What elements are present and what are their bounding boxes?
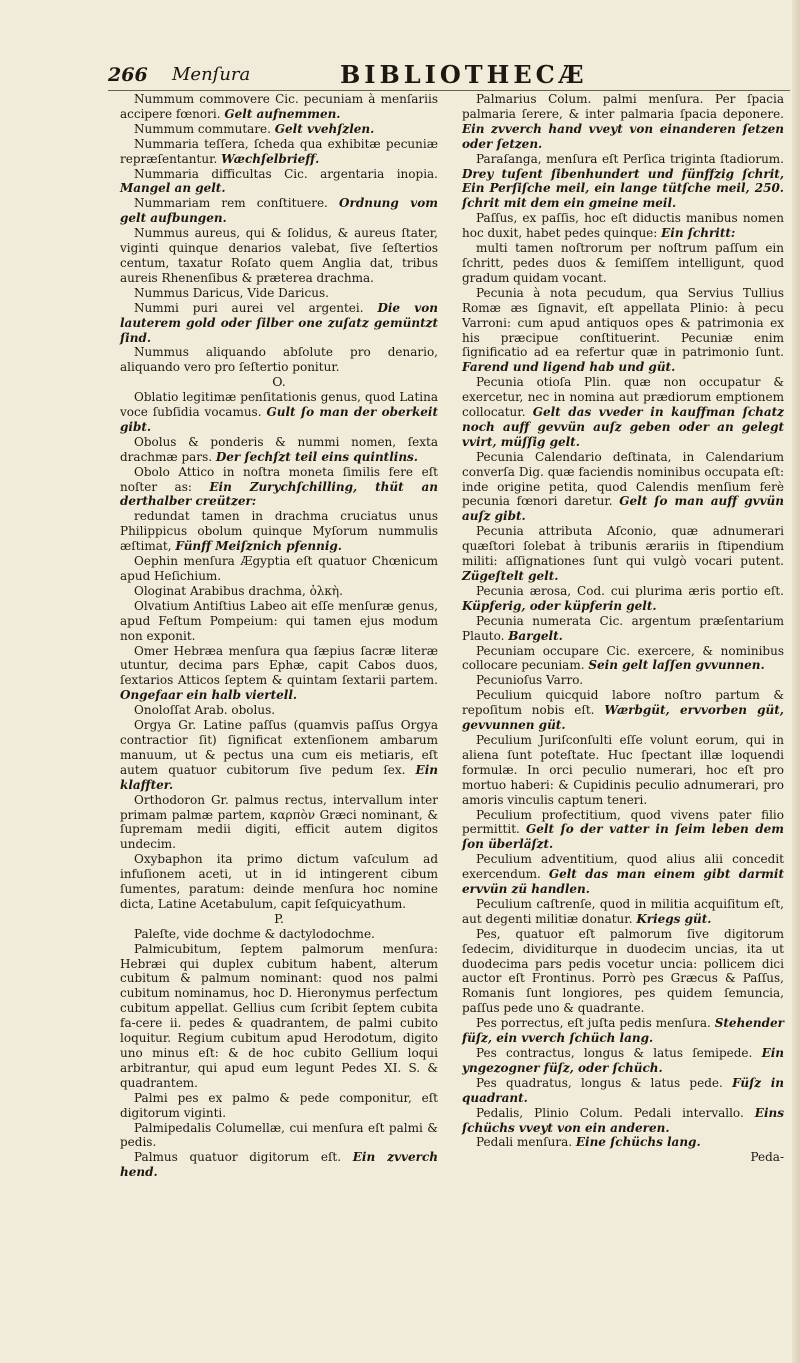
german-translation: Gelt aufnemmen. [224, 106, 341, 121]
dictionary-entry [120, 92, 438, 122]
dictionary-entry [120, 196, 438, 226]
dictionary-entry [462, 1106, 784, 1136]
german-translation: Mangel an gelt. [120, 181, 226, 196]
latin-text: Paleſte, vide dochme & dactylodochme. [134, 926, 375, 941]
dictionary-entry [120, 927, 438, 942]
dictionary-entry [462, 241, 784, 286]
page-edge [792, 0, 800, 1363]
latin-text: Orgya Gr. Latine paſſus (quamvis paſſus Orgya contractior ſit) ſignificat extenſionem ambarum manuum, ut & pectus una cum eis metiaris, eſt autem quatuor cubitorum ſive pedum ſex. [120, 718, 438, 777]
latin-text: Palmi pes ex palmo & pede componitur, eſt digitorum viginti. [120, 1090, 438, 1120]
page-number: 266 [108, 64, 148, 86]
catchword: Peda- [750, 1150, 784, 1165]
german-translation: Gelt das vveder in kauffman ſchatz noch auff gevvün auſz geben oder an gelegt vvirt, müſſig gelt. [462, 405, 784, 449]
dictionary-entry [120, 852, 438, 912]
latin-text: Pecunia numerata Cic. argentum præſentarium Plauto. [462, 613, 784, 643]
german-translation: Zügeſtelt gelt. [462, 569, 559, 583]
latin-text: Pedali menſura. [476, 1135, 573, 1150]
german-translation: Gelt ſo man auff gvvün auſz gibt. [462, 494, 784, 524]
latin-text: Nummum commovere Cic. pecuniam à menſariis accipere fœnori. [120, 92, 438, 121]
dictionary-entry [120, 644, 438, 704]
german-translation: Eins ſchüchs vveyt von ein anderen. [462, 1105, 784, 1135]
german-translation: Ein yngezogner füſz, oder ſchüch. [462, 1046, 784, 1075]
dictionary-entry [462, 211, 784, 241]
page-title: BIBLIOTHECÆ [340, 60, 588, 89]
dictionary-entry [462, 1016, 784, 1046]
german-translation: Gelt das man einem gibt darmit ervvün zü handlen. [462, 867, 784, 897]
latin-text: Pes contractus, longus & latus ſemipede. [476, 1046, 753, 1060]
latin-text: Peculium Juriſconſulti eſſe volunt eorum, qui in aliena ſunt poteſtate. Huc ſpectant illæ loquendi formulæ. In orci peculio numerari, hoc eſt pro mortuo haberi: & Cupidinis peculio adnumerari, pro amoris vinculis captum teneri. [462, 732, 784, 807]
latin-text: Palmarius Colum. palmi menſura. Per ſpacia palmaria ſerere, & inter palmaria ſpacia deponere. [462, 92, 784, 121]
german-translation: Küpferig, oder küpferin gelt. [462, 598, 657, 613]
dictionary-entry [120, 226, 438, 286]
latin-text: Onoloſſat Arab. obolus. [134, 703, 276, 718]
latin-text: Peculium profectitium, quod vivens pater filio permittit. [462, 807, 784, 837]
dictionary-entry [462, 92, 784, 152]
header-rule [108, 90, 790, 91]
latin-text: Nummi puri aurei vel argentei. [134, 300, 364, 315]
dictionary-entry [120, 1121, 438, 1151]
german-translation: Ordnung vom gelt aufbungen. [120, 196, 438, 226]
latin-text: Omer Hebræa menſura qua ſæpius ſacræ literæ utuntur, decima pars Ephæ, capit Cabos duos, ſextarios Atticos ſeptem & quintam ſextarii partem. [120, 643, 438, 688]
dictionary-entry [120, 122, 438, 137]
dictionary-entry [462, 688, 784, 733]
dictionary-entry [120, 942, 438, 1091]
dictionary-entry [120, 435, 438, 465]
german-translation: Ein klaffter. [120, 762, 438, 792]
german-translation: Wæchſelbrieff. [221, 151, 320, 166]
latin-text: Pes quadratus, longus & latus pede. [476, 1075, 723, 1090]
german-translation: Die von lauterem gold oder ſilber one zuſatz gemüntzt ſind. [120, 300, 438, 345]
latin-text: Orthodoron Gr. palmus rectus, intervallum inter primam palmæ partem, καρπὸν Græci nominant, & ſupremam medii digiti, efficit autem digitos undecim. [120, 792, 438, 852]
latin-text: Nummus aliquando abſolute pro denario, aliquando vero pro ſeſtertio ponitur. [120, 345, 438, 375]
left-column [120, 92, 438, 1180]
latin-text: Nummariam rem conſtituere. [134, 196, 328, 211]
dictionary-entry [462, 286, 784, 375]
dictionary-entry [462, 644, 784, 674]
german-translation: Ongefaar ein halb viertell. [120, 688, 298, 703]
dictionary-entry [462, 1135, 784, 1150]
dictionary-entry [120, 137, 438, 167]
latin-text: Pecunia attributa Aſconio, quæ adnumerari quæſtori ſolebat à tribunis ærariis in ſtipendium militi: aſſignationes ſunt qui vulgò vocari putent. [462, 524, 784, 569]
dictionary-entry [120, 167, 438, 197]
dictionary-entry [120, 703, 438, 718]
latin-text: Nummaria difficultas Cic. argentaria inopia. [134, 166, 438, 181]
latin-text: Oxybaphon ita primo dictum vaſculum ad infuſionem aceti, ut in id intingerent cibum ſumentes, paratum: deinde menſura hoc nomine dicta, Latine Acetabulum, capit ſeſquicyathum. [120, 852, 438, 911]
dictionary-entry [462, 673, 784, 688]
dictionary-entry [120, 465, 438, 510]
dictionary-entry [120, 345, 438, 375]
dictionary-entry [120, 1091, 438, 1121]
german-translation: Ein ſchritt: [661, 226, 736, 241]
latin-text: Pecunia à nota pecudum, qua Servius Tullius Romæ æs ſignavit, eſt appellata Plinio: à pecu Varroni: cum apud antiquos opes & patrimonia ex his præcipue conſtituerint. Pecuniæ enim ſignificatio ad ea refertur quæ in patrimonio ſunt. [462, 285, 784, 360]
german-translation: Eine ſchüchs lang. [575, 1135, 701, 1150]
dictionary-entry [120, 718, 438, 793]
dictionary-entry [462, 897, 784, 927]
dictionary-entry [462, 614, 784, 644]
dictionary-entry [120, 301, 438, 346]
latin-text: Oephin menſura Ægyptia eſt quatuor Chœnicum apud Heſichium. [120, 554, 438, 583]
german-translation: Drey tuſent ſibenhundert und fünffzig ſchrit, Ein Perſiſche meil, ein lange tütſche meil, 250. ſchrit mit dem ein gmeine meil. [462, 166, 784, 211]
dictionary-entry [462, 1046, 784, 1076]
latin-text: Obolus & ponderis & nummi nomen, ſexta drachmæ pars. [120, 434, 438, 464]
dictionary-entry [462, 927, 784, 1016]
german-translation: Fünff Meiſznich pfennig. [175, 539, 342, 554]
german-translation: Wærbgüt, ervvorben güt, gevvunnen güt. [462, 703, 784, 733]
right-column [462, 92, 784, 1165]
latin-text: Peculium adventitium, quod alius alii concedit exercendum. [462, 852, 784, 882]
german-translation: Farend und ligend hab und güt. [462, 360, 676, 375]
german-translation: Füſz in quadrant. [462, 1075, 784, 1105]
dictionary-entry [462, 808, 784, 853]
latin-text: Nummus Daricus, Vide Daricus. [134, 285, 329, 300]
latin-text: Pes, quatuor eſt palmorum ſive digitorum ſedecim, dividiturque in duodecim uncias, ita ut duodecima pars pedis vocetur uncia: pollicem dici auctor eſt Frontinus. Porrò pes Græcus & Paſſus, Romanis ſunt longiores, pes quidem ſemuncia, paſſus pede uno & quadrante. [462, 926, 784, 1016]
german-translation: Stehender füſz, ein vverch ſchüch lang. [462, 1016, 784, 1046]
german-translation: Kriegs güt. [636, 911, 712, 926]
latin-text: Peculium quicquid labore noſtro partum & repoſitum nobis eſt. [462, 688, 784, 718]
dictionary-entry [120, 584, 438, 599]
dictionary-entry [120, 390, 438, 435]
german-translation: Ein zvverch hand vveyt von einanderen ſetzen oder ſetzen. [462, 121, 784, 151]
latin-text: Nummus aureus, qui & ſolidus, & aureus ſtater, viginti quinque denarios valebat, ſive ſeſtertios centum, taxatur Roſato quem Anglia dat, tribus aureis Rhenenſibus & præterea drachma. [120, 226, 438, 285]
latin-text: Peculium caſtrenſe, quod in militia acquiſitum eſt, aut degenti militiæ donatur. [462, 896, 784, 926]
latin-text: Palmus quatuor digitorum eſt. [134, 1150, 342, 1165]
latin-text: Palmicubitum, ſeptem palmorum menſura: Hebræi qui duplex cubitum habent, alterum cubitum & palmum nominant: quod nos palmi cubitum nominamus, hoc D. Hieronymus perfectum cubitum appellat. Gellius cum ſcribit ſeptem cubita fa-cere ii. pedes & quadrantem, de palmi cubito loquitur. Regium cubitum apud Herodotum, digito uno minus eſt: & de hoc cubito Gellium loqui arbitrantur, qui apud eum legunt Pedes XI. S. & quadrantem. [120, 941, 438, 1090]
latin-text: Oblatio legitimæ penſitationis genus, quod Latina voce ſubſidia vocamus. [120, 390, 438, 420]
latin-text: Pecunioſus Varro. [476, 673, 584, 688]
running-head: Menſura [172, 64, 251, 85]
latin-text: redundat tamen in drachma cruciatus unus Philippicus obolum quinque Myſorum nummulis æſtimat, [120, 509, 438, 554]
dictionary-entry [462, 152, 784, 212]
latin-text: Pes porrectus, eſt juſta pedis menſura. [476, 1016, 711, 1031]
dictionary-entry [120, 554, 438, 584]
german-translation: Gelt ſo der vatter in ſeim leben dem ſon überläſzt. [462, 822, 784, 852]
latin-text: Pedalis, Plinio Colum. Pedali intervallo. [476, 1105, 744, 1120]
latin-text: Pecunia Calendario deſtinata, in Calendarium converſa Dig. quæ faciendis nominibus occupata eſt: inde origine petita, quod Calendis menſium ferè pecunia fœnori daretur. [462, 449, 784, 509]
german-translation: Ein Zurychſchilling, thüt an derthalber creützer: [120, 479, 438, 509]
latin-text: Paſſus, ex paſſis, hoc eſt diductis manibus nomen hoc duxit, habet pedes quinque: [462, 211, 784, 241]
dictionary-entry [120, 599, 438, 644]
latin-text: Nummaria teſſera, ſcheda qua exhibitæ pecuniæ repræſentantur. [120, 136, 438, 166]
german-translation: Gelt vvehſzlen. [274, 121, 375, 136]
dictionary-entry [462, 733, 784, 808]
dictionary-entry [120, 509, 438, 554]
german-translation: Ein zvverch hend. [120, 1150, 438, 1180]
german-translation: Der ſechſzt teil eins quintlins. [215, 449, 418, 464]
german-translation: Bargelt. [508, 628, 563, 643]
dictionary-entry [462, 1076, 784, 1106]
dictionary-entry [120, 286, 438, 301]
dictionary-entry [120, 1150, 438, 1180]
latin-text: Paraſanga, menſura eſt Perſica triginta ſtadiorum. [476, 151, 784, 166]
latin-text: Olvatium Antiſtius Labeo ait eſſe menſuræ genus, apud Feſtum Pompeium: qui tamen ejus modum non exponit. [120, 598, 438, 643]
latin-text: Pecuniam occupare Cic. exercere, & nominibus collocare pecuniam. [462, 643, 784, 673]
section-letter: O. [272, 374, 286, 390]
dictionary-entry [120, 793, 438, 853]
dictionary-entry [462, 375, 784, 450]
latin-text: Pecunia otioſa Plin. quæ non occupatur & exercetur, nec in nomina aut prædiorum emptionem collocatur. [462, 375, 784, 420]
dictionary-entry [462, 524, 784, 584]
latin-text: Pecunia ærosa, Cod. cui plurima æris portio eſt. [476, 583, 784, 598]
latin-text: multi tamen noſtrorum per noſtrum paſſum ein ſchritt, pedes duos & ſemiſſem intelligunt, quod gradum quidam vocant. [462, 241, 784, 285]
dictionary-entry [462, 450, 784, 525]
latin-text: Obolo Attico in noſtra moneta ſimilis fere eſt noſter as: [120, 464, 438, 494]
latin-text: Palmipedalis Columellæ, cui menſura eſt palmi & pedis. [120, 1120, 438, 1150]
latin-text: Ologinat Arabibus drachma, ὁλκὴ. [134, 583, 343, 598]
german-translation: Sein gelt laſſen gvvunnen. [588, 658, 765, 673]
german-translation: Gult ſo man der oberkeit gibt. [120, 405, 438, 434]
section-letter: P. [274, 910, 284, 926]
latin-text: Nummum commutare. [134, 121, 271, 136]
page-header [108, 58, 788, 92]
dictionary-entry [462, 852, 784, 897]
dictionary-entry [462, 584, 784, 614]
